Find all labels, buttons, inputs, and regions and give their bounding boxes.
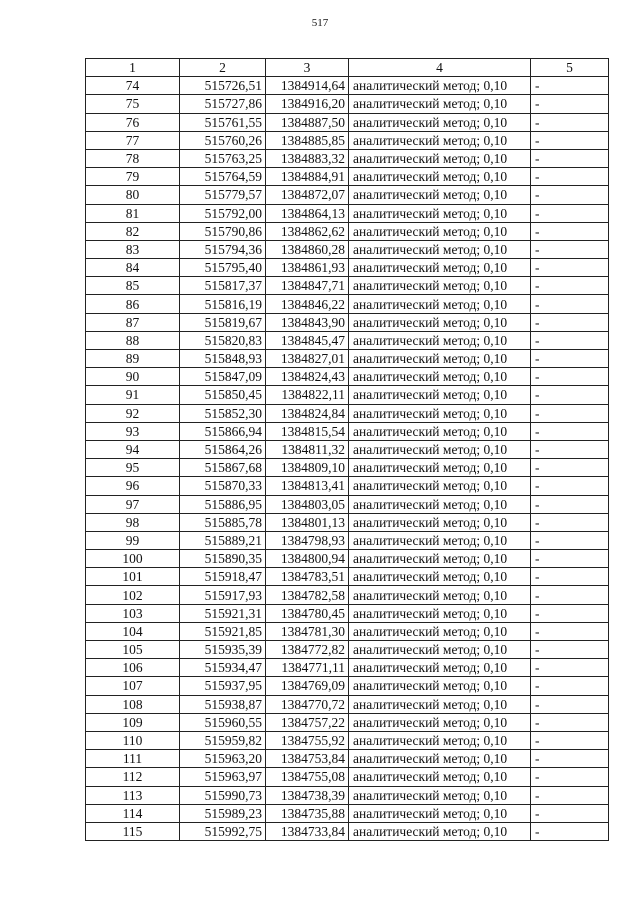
method-accuracy-cell: аналитический метод; 0,10 xyxy=(349,513,531,531)
table-row xyxy=(86,77,609,95)
note-cell: - xyxy=(531,186,609,204)
note-cell: - xyxy=(531,204,609,222)
y-coordinate-cell: 1384755,92 xyxy=(266,731,349,749)
x-coordinate-cell: 515761,55 xyxy=(180,113,266,131)
y-coordinate-cell: 1384771,11 xyxy=(266,659,349,677)
x-coordinate-cell: 515763,25 xyxy=(180,149,266,167)
table-row xyxy=(86,422,609,440)
point-number-cell: 88 xyxy=(86,331,180,349)
note-cell: - xyxy=(531,313,609,331)
y-coordinate-cell: 1384801,13 xyxy=(266,513,349,531)
x-coordinate-cell: 515792,00 xyxy=(180,204,266,222)
method-accuracy-cell: аналитический метод; 0,10 xyxy=(349,604,531,622)
method-accuracy-cell: аналитический метод; 0,10 xyxy=(349,622,531,640)
x-coordinate-cell: 515963,20 xyxy=(180,750,266,768)
table-row xyxy=(86,131,609,149)
table-row xyxy=(86,277,609,295)
note-cell: - xyxy=(531,495,609,513)
y-coordinate-cell: 1384884,91 xyxy=(266,168,349,186)
note-cell: - xyxy=(531,786,609,804)
table-header xyxy=(86,59,609,77)
table-row xyxy=(86,186,609,204)
note-cell: - xyxy=(531,404,609,422)
y-coordinate-cell: 1384861,93 xyxy=(266,259,349,277)
header-col-2: 2 xyxy=(180,59,266,77)
y-coordinate-cell: 1384862,62 xyxy=(266,222,349,240)
x-coordinate-cell: 515866,94 xyxy=(180,422,266,440)
method-accuracy-cell: аналитический метод; 0,10 xyxy=(349,804,531,822)
method-accuracy-cell: аналитический метод; 0,10 xyxy=(349,677,531,695)
method-accuracy-cell: аналитический метод; 0,10 xyxy=(349,350,531,368)
x-coordinate-cell: 515938,87 xyxy=(180,695,266,713)
point-number-cell: 83 xyxy=(86,240,180,258)
method-accuracy-cell: аналитический метод; 0,10 xyxy=(349,386,531,404)
header-row xyxy=(86,59,609,77)
table-row xyxy=(86,659,609,677)
point-number-cell: 87 xyxy=(86,313,180,331)
x-coordinate-cell: 515867,68 xyxy=(180,459,266,477)
method-accuracy-cell: аналитический метод; 0,10 xyxy=(349,822,531,840)
table-row xyxy=(86,477,609,495)
point-number-cell: 106 xyxy=(86,659,180,677)
note-cell: - xyxy=(531,568,609,586)
point-number-cell: 86 xyxy=(86,295,180,313)
point-number-cell: 90 xyxy=(86,368,180,386)
y-coordinate-cell: 1384770,72 xyxy=(266,695,349,713)
point-number-cell: 84 xyxy=(86,259,180,277)
point-number-cell: 78 xyxy=(86,149,180,167)
method-accuracy-cell: аналитический метод; 0,10 xyxy=(349,277,531,295)
method-accuracy-cell: аналитический метод; 0,10 xyxy=(349,77,531,95)
method-accuracy-cell: аналитический метод; 0,10 xyxy=(349,550,531,568)
note-cell: - xyxy=(531,77,609,95)
note-cell: - xyxy=(531,677,609,695)
y-coordinate-cell: 1384822,11 xyxy=(266,386,349,404)
note-cell: - xyxy=(531,641,609,659)
x-coordinate-cell: 515885,78 xyxy=(180,513,266,531)
table-row xyxy=(86,95,609,113)
method-accuracy-cell: аналитический метод; 0,10 xyxy=(349,659,531,677)
table-row xyxy=(86,513,609,531)
x-coordinate-cell: 515921,85 xyxy=(180,622,266,640)
point-number-cell: 112 xyxy=(86,768,180,786)
x-coordinate-cell: 515848,93 xyxy=(180,350,266,368)
x-coordinate-cell: 515886,95 xyxy=(180,495,266,513)
x-coordinate-cell: 515963,97 xyxy=(180,768,266,786)
method-accuracy-cell: аналитический метод; 0,10 xyxy=(349,713,531,731)
table-row xyxy=(86,331,609,349)
note-cell: - xyxy=(531,822,609,840)
point-number-cell: 93 xyxy=(86,422,180,440)
table-row xyxy=(86,440,609,458)
method-accuracy-cell: аналитический метод; 0,10 xyxy=(349,459,531,477)
x-coordinate-cell: 515820,83 xyxy=(180,331,266,349)
table-row xyxy=(86,804,609,822)
y-coordinate-cell: 1384824,84 xyxy=(266,404,349,422)
table-row xyxy=(86,295,609,313)
y-coordinate-cell: 1384824,43 xyxy=(266,368,349,386)
table-row xyxy=(86,240,609,258)
table-row xyxy=(86,641,609,659)
table-row xyxy=(86,149,609,167)
table-row xyxy=(86,313,609,331)
y-coordinate-cell: 1384916,20 xyxy=(266,95,349,113)
method-accuracy-cell: аналитический метод; 0,10 xyxy=(349,641,531,659)
table-row xyxy=(86,731,609,749)
x-coordinate-cell: 515990,73 xyxy=(180,786,266,804)
table-row xyxy=(86,531,609,549)
method-accuracy-cell: аналитический метод; 0,10 xyxy=(349,222,531,240)
y-coordinate-cell: 1384772,82 xyxy=(266,641,349,659)
x-coordinate-cell: 515790,86 xyxy=(180,222,266,240)
note-cell: - xyxy=(531,277,609,295)
note-cell: - xyxy=(531,586,609,604)
y-coordinate-cell: 1384864,13 xyxy=(266,204,349,222)
note-cell: - xyxy=(531,259,609,277)
method-accuracy-cell: аналитический метод; 0,10 xyxy=(349,786,531,804)
method-accuracy-cell: аналитический метод; 0,10 xyxy=(349,477,531,495)
point-number-cell: 91 xyxy=(86,386,180,404)
point-number-cell: 104 xyxy=(86,622,180,640)
y-coordinate-cell: 1384738,39 xyxy=(266,786,349,804)
table-row xyxy=(86,622,609,640)
x-coordinate-cell: 515847,09 xyxy=(180,368,266,386)
x-coordinate-cell: 515795,40 xyxy=(180,259,266,277)
coordinates-table xyxy=(85,58,609,841)
x-coordinate-cell: 515889,21 xyxy=(180,531,266,549)
point-number-cell: 102 xyxy=(86,586,180,604)
point-number-cell: 101 xyxy=(86,568,180,586)
note-cell: - xyxy=(531,804,609,822)
point-number-cell: 82 xyxy=(86,222,180,240)
point-number-cell: 89 xyxy=(86,350,180,368)
table-row xyxy=(86,222,609,240)
point-number-cell: 97 xyxy=(86,495,180,513)
x-coordinate-cell: 515794,36 xyxy=(180,240,266,258)
table-row xyxy=(86,204,609,222)
y-coordinate-cell: 1384733,84 xyxy=(266,822,349,840)
method-accuracy-cell: аналитический метод; 0,10 xyxy=(349,422,531,440)
y-coordinate-cell: 1384847,71 xyxy=(266,277,349,295)
method-accuracy-cell: аналитический метод; 0,10 xyxy=(349,168,531,186)
method-accuracy-cell: аналитический метод; 0,10 xyxy=(349,331,531,349)
table-row xyxy=(86,404,609,422)
x-coordinate-cell: 515760,26 xyxy=(180,131,266,149)
method-accuracy-cell: аналитический метод; 0,10 xyxy=(349,131,531,149)
point-number-cell: 79 xyxy=(86,168,180,186)
point-number-cell: 107 xyxy=(86,677,180,695)
table-row xyxy=(86,695,609,713)
method-accuracy-cell: аналитический метод; 0,10 xyxy=(349,259,531,277)
note-cell: - xyxy=(531,422,609,440)
point-number-cell: 75 xyxy=(86,95,180,113)
note-cell: - xyxy=(531,368,609,386)
x-coordinate-cell: 515817,37 xyxy=(180,277,266,295)
y-coordinate-cell: 1384827,01 xyxy=(266,350,349,368)
y-coordinate-cell: 1384735,88 xyxy=(266,804,349,822)
note-cell: - xyxy=(531,768,609,786)
method-accuracy-cell: аналитический метод; 0,10 xyxy=(349,495,531,513)
y-coordinate-cell: 1384803,05 xyxy=(266,495,349,513)
note-cell: - xyxy=(531,95,609,113)
x-coordinate-cell: 515921,31 xyxy=(180,604,266,622)
table-row xyxy=(86,350,609,368)
x-coordinate-cell: 515819,67 xyxy=(180,313,266,331)
note-cell: - xyxy=(531,604,609,622)
point-number-cell: 103 xyxy=(86,604,180,622)
point-number-cell: 105 xyxy=(86,641,180,659)
y-coordinate-cell: 1384813,41 xyxy=(266,477,349,495)
x-coordinate-cell: 515850,45 xyxy=(180,386,266,404)
method-accuracy-cell: аналитический метод; 0,10 xyxy=(349,295,531,313)
y-coordinate-cell: 1384753,84 xyxy=(266,750,349,768)
point-number-cell: 81 xyxy=(86,204,180,222)
x-coordinate-cell: 515937,95 xyxy=(180,677,266,695)
x-coordinate-cell: 515816,19 xyxy=(180,295,266,313)
point-number-cell: 76 xyxy=(86,113,180,131)
point-number-cell: 98 xyxy=(86,513,180,531)
note-cell: - xyxy=(531,659,609,677)
method-accuracy-cell: аналитический метод; 0,10 xyxy=(349,568,531,586)
x-coordinate-cell: 515852,30 xyxy=(180,404,266,422)
table-row xyxy=(86,786,609,804)
method-accuracy-cell: аналитический метод; 0,10 xyxy=(349,95,531,113)
table-row xyxy=(86,259,609,277)
x-coordinate-cell: 515918,47 xyxy=(180,568,266,586)
note-cell: - xyxy=(531,477,609,495)
x-coordinate-cell: 515992,75 xyxy=(180,822,266,840)
y-coordinate-cell: 1384782,58 xyxy=(266,586,349,604)
point-number-cell: 80 xyxy=(86,186,180,204)
note-cell: - xyxy=(531,350,609,368)
note-cell: - xyxy=(531,168,609,186)
y-coordinate-cell: 1384885,85 xyxy=(266,131,349,149)
note-cell: - xyxy=(531,113,609,131)
note-cell: - xyxy=(531,295,609,313)
method-accuracy-cell: аналитический метод; 0,10 xyxy=(349,240,531,258)
x-coordinate-cell: 515960,55 xyxy=(180,713,266,731)
note-cell: - xyxy=(531,459,609,477)
point-number-cell: 96 xyxy=(86,477,180,495)
table-row xyxy=(86,750,609,768)
method-accuracy-cell: аналитический метод; 0,10 xyxy=(349,731,531,749)
method-accuracy-cell: аналитический метод; 0,10 xyxy=(349,531,531,549)
y-coordinate-cell: 1384769,09 xyxy=(266,677,349,695)
table-body xyxy=(86,77,609,841)
table-row xyxy=(86,604,609,622)
point-number-cell: 113 xyxy=(86,786,180,804)
x-coordinate-cell: 515917,93 xyxy=(180,586,266,604)
method-accuracy-cell: аналитический метод; 0,10 xyxy=(349,368,531,386)
y-coordinate-cell: 1384783,51 xyxy=(266,568,349,586)
x-coordinate-cell: 515726,51 xyxy=(180,77,266,95)
point-number-cell: 109 xyxy=(86,713,180,731)
note-cell: - xyxy=(531,386,609,404)
method-accuracy-cell: аналитический метод; 0,10 xyxy=(349,313,531,331)
x-coordinate-cell: 515989,23 xyxy=(180,804,266,822)
note-cell: - xyxy=(531,222,609,240)
x-coordinate-cell: 515727,86 xyxy=(180,95,266,113)
table-row xyxy=(86,550,609,568)
method-accuracy-cell: аналитический метод; 0,10 xyxy=(349,149,531,167)
table-row xyxy=(86,586,609,604)
point-number-cell: 92 xyxy=(86,404,180,422)
table-row xyxy=(86,113,609,131)
note-cell: - xyxy=(531,713,609,731)
x-coordinate-cell: 515870,33 xyxy=(180,477,266,495)
header-col-1: 1 xyxy=(86,59,180,77)
table-row xyxy=(86,459,609,477)
note-cell: - xyxy=(531,550,609,568)
y-coordinate-cell: 1384755,08 xyxy=(266,768,349,786)
table-row xyxy=(86,386,609,404)
note-cell: - xyxy=(531,331,609,349)
y-coordinate-cell: 1384845,47 xyxy=(266,331,349,349)
header-col-4: 4 xyxy=(349,59,531,77)
note-cell: - xyxy=(531,695,609,713)
y-coordinate-cell: 1384809,10 xyxy=(266,459,349,477)
point-number-cell: 77 xyxy=(86,131,180,149)
y-coordinate-cell: 1384914,64 xyxy=(266,77,349,95)
x-coordinate-cell: 515959,82 xyxy=(180,731,266,749)
method-accuracy-cell: аналитический метод; 0,10 xyxy=(349,695,531,713)
header-col-3: 3 xyxy=(266,59,349,77)
point-number-cell: 100 xyxy=(86,550,180,568)
table-row xyxy=(86,168,609,186)
table-row xyxy=(86,768,609,786)
x-coordinate-cell: 515764,59 xyxy=(180,168,266,186)
method-accuracy-cell: аналитический метод; 0,10 xyxy=(349,750,531,768)
method-accuracy-cell: аналитический метод; 0,10 xyxy=(349,404,531,422)
table-row xyxy=(86,713,609,731)
y-coordinate-cell: 1384811,32 xyxy=(266,440,349,458)
page-number: 517 xyxy=(311,17,329,29)
table-row xyxy=(86,568,609,586)
method-accuracy-cell: аналитический метод; 0,10 xyxy=(349,586,531,604)
method-accuracy-cell: аналитический метод; 0,10 xyxy=(349,186,531,204)
note-cell: - xyxy=(531,750,609,768)
method-accuracy-cell: аналитический метод; 0,10 xyxy=(349,440,531,458)
note-cell: - xyxy=(531,131,609,149)
y-coordinate-cell: 1384798,93 xyxy=(266,531,349,549)
point-number-cell: 115 xyxy=(86,822,180,840)
x-coordinate-cell: 515934,47 xyxy=(180,659,266,677)
method-accuracy-cell: аналитический метод; 0,10 xyxy=(349,768,531,786)
method-accuracy-cell: аналитический метод; 0,10 xyxy=(349,113,531,131)
y-coordinate-cell: 1384883,32 xyxy=(266,149,349,167)
y-coordinate-cell: 1384872,07 xyxy=(266,186,349,204)
note-cell: - xyxy=(531,531,609,549)
y-coordinate-cell: 1384815,54 xyxy=(266,422,349,440)
y-coordinate-cell: 1384780,45 xyxy=(266,604,349,622)
x-coordinate-cell: 515890,35 xyxy=(180,550,266,568)
y-coordinate-cell: 1384860,28 xyxy=(266,240,349,258)
note-cell: - xyxy=(531,240,609,258)
point-number-cell: 94 xyxy=(86,440,180,458)
x-coordinate-cell: 515779,57 xyxy=(180,186,266,204)
y-coordinate-cell: 1384800,94 xyxy=(266,550,349,568)
x-coordinate-cell: 515864,26 xyxy=(180,440,266,458)
table-row xyxy=(86,677,609,695)
x-coordinate-cell: 515935,39 xyxy=(180,641,266,659)
note-cell: - xyxy=(531,731,609,749)
header-col-5: 5 xyxy=(531,59,609,77)
point-number-cell: 110 xyxy=(86,731,180,749)
point-number-cell: 99 xyxy=(86,531,180,549)
point-number-cell: 85 xyxy=(86,277,180,295)
note-cell: - xyxy=(531,622,609,640)
table-row xyxy=(86,495,609,513)
method-accuracy-cell: аналитический метод; 0,10 xyxy=(349,204,531,222)
point-number-cell: 74 xyxy=(86,77,180,95)
point-number-cell: 108 xyxy=(86,695,180,713)
note-cell: - xyxy=(531,513,609,531)
y-coordinate-cell: 1384887,50 xyxy=(266,113,349,131)
note-cell: - xyxy=(531,440,609,458)
point-number-cell: 95 xyxy=(86,459,180,477)
table-row xyxy=(86,368,609,386)
y-coordinate-cell: 1384781,30 xyxy=(266,622,349,640)
y-coordinate-cell: 1384846,22 xyxy=(266,295,349,313)
note-cell: - xyxy=(531,149,609,167)
y-coordinate-cell: 1384757,22 xyxy=(266,713,349,731)
point-number-cell: 111 xyxy=(86,750,180,768)
table-row xyxy=(86,822,609,840)
y-coordinate-cell: 1384843,90 xyxy=(266,313,349,331)
point-number-cell: 114 xyxy=(86,804,180,822)
